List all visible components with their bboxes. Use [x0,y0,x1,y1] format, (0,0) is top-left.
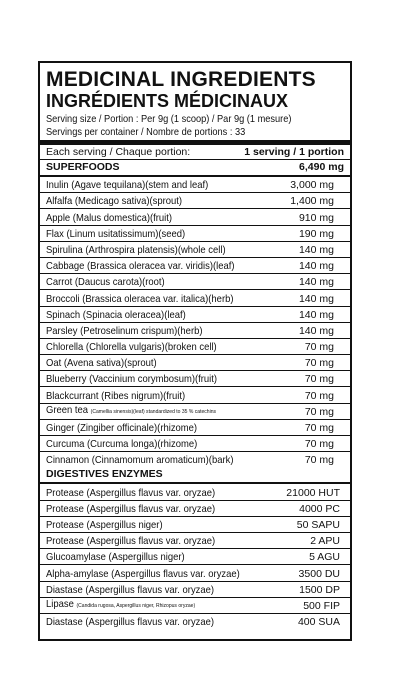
enzymes-label: DIGESTIVES ENZYMES [46,468,163,481]
ingredient-row [40,177,350,193]
ingredient-name: Chlorella (Chlorella vulgaris)(broken cell) [46,341,217,354]
ingredient-row [40,355,350,371]
ingredient-name: Alfalfa (Medicago sativa)(sprout) [46,195,183,208]
superfoods-label: SUPERFOODS [46,161,120,173]
ingredient-amount: 70 mg [304,438,334,451]
ingredient-amount: 140 mg [298,260,334,273]
ingredient-name: Glucoamylase (Aspergillus niger) [46,551,185,564]
ingredient-name: Blackcurrant (Ribes nigrum)(fruit) [46,389,186,402]
ingredient-amount: 70 mg [304,357,334,370]
ingredient-name: Ginger (Zingiber officinale)(rhizome) [46,422,198,434]
ingredient-row [40,420,350,436]
ingredient-name: Protease (Aspergillus flavus var. oryzae) [46,502,216,515]
ingredient-amount: 400 SUA [297,616,340,629]
each-serving-label: Each serving / Chaque portion: [46,146,191,158]
ingredient-amount: 1500 DP [299,583,340,596]
ingredient-amount: 4000 PC [299,502,340,515]
superfoods-header [40,160,350,177]
ingredient-name: Inulin (Agave tequilana)(stem and leaf) [46,179,209,192]
ingredient-row [40,226,350,242]
ingredient-amount: 140 mg [298,324,334,337]
ingredient-amount: 70 mg [304,422,334,434]
ingredient-amount: 5 AGU [309,551,340,564]
ingredient-row [40,598,350,614]
ingredient-row [40,565,350,581]
enzymes-header [40,467,350,484]
serving-header: 1 serving / 1 portion [244,146,344,158]
ingredient-amount: 70 mg [304,454,334,467]
ingredient-amount: 1,400 mg [290,195,334,208]
ingredient-row [40,582,350,598]
ingredient-name: Diastase (Aspergillus flavus var. oryzae) [46,583,215,596]
ingredient-name: Cinnamon (Cinnamomum aromaticum)(bark) [46,454,234,467]
ingredient-name: Diastase (Aspergillus flavus var. oryzae) [46,616,215,629]
ingredient-name: Cabbage (Brassica oleracea var. viridis)(leaf) [46,260,235,273]
ingredient-row [40,452,350,467]
ingredient-row [40,436,350,452]
ingredient-row [40,323,350,339]
enzymes-list [46,484,344,629]
ingredient-amount: 70 mg [304,373,334,386]
ingredient-name: Carrot (Daucus carota)(root) [46,276,165,289]
ingredient-name: Alpha-amylase (Aspergillus flavus var. oryzae) [46,567,240,580]
ingredient-amount: 140 mg [298,276,334,289]
ingredient-row [40,209,350,225]
ingredient-name: Curcuma (Curcuma longa)(rhizome) [46,438,198,451]
ingredient-amount: 140 mg [298,243,334,256]
ingredient-name: Protease (Aspergillus niger) [46,518,163,531]
ingredient-amount: 190 mg [298,227,334,240]
ingredient-row [40,501,350,517]
ingredient-amount: 910 mg [298,211,334,224]
ingredient-row [40,371,350,387]
ingredient-row [40,484,350,500]
ingredient-row [40,387,350,403]
ingredients-panel [38,61,352,641]
ingredient-name: Parsley (Petroselinum crispum)(herb) [46,324,203,337]
ingredient-amount: 70 mg [304,405,334,418]
ingredient-amount: 3500 DU [298,567,340,580]
ingredient-row [40,339,350,355]
ingredient-row [40,307,350,323]
ingredient-row [40,614,350,629]
ingredient-amount: 500 FIP [303,599,340,612]
ingredient-amount: 70 mg [304,389,334,402]
ingredient-row [40,533,350,549]
ingredient-detail: (Camellia sinensis)(leaf) standardized to 35 % catechins [90,408,217,415]
ingredient-row [40,290,350,306]
ingredient-name: Spinach (Spinacia oleracea)(leaf) [46,308,186,321]
ingredient-name: Apple (Malus domestica)(fruit) [46,211,173,224]
ingredient-row [40,274,350,290]
ingredient-name: Green tea (Camellia sinensis)(leaf) standardized to 35 % catechins [46,403,217,416]
ingredient-row [40,517,350,533]
ingredient-detail: (Candida rugosa, Aspergillus niger, Rhizopus oryzae) [76,602,196,609]
ingredient-name: Oat (Avena sativa)(sprout) [46,357,157,370]
ingredient-amount: 21000 HUT [286,486,340,499]
ingredient-row [40,258,350,274]
ingredient-name: Protease (Aspergillus flavus var. oryzae) [46,486,216,499]
title-english: MEDICINAL INGREDIENTS [46,68,316,91]
ingredient-amount: 3,000 mg [290,179,334,192]
ingredient-amount: 50 SAPU [296,518,340,531]
ingredient-row [40,404,350,420]
servings-per-container: Servings per container / Nombre de portions : 33 [46,125,246,138]
serving-header-row [40,145,350,160]
title-french: INGRÉDIENTS MÉDICINAUX [46,91,289,111]
ingredient-amount: 2 APU [310,535,340,548]
ingredient-row [40,549,350,565]
ingredient-amount: 140 mg [298,308,334,321]
ingredient-name: Protease (Aspergillus flavus var. oryzae) [46,535,216,548]
superfoods-list [46,177,344,467]
ingredient-row [40,193,350,209]
ingredient-name: Blueberry (Vaccinium corymbosum)(fruit) [46,373,218,386]
ingredient-amount: 70 mg [304,341,334,354]
ingredient-row [40,242,350,258]
superfoods-total: 6,490 mg [299,161,344,173]
ingredient-amount: 140 mg [298,292,334,305]
serving-size: Serving size / Portion : Per 9g (1 scoop) / Par 9g (1 mesure) [46,113,292,125]
ingredient-name: Lipase (Candida rugosa, Aspergillus niger, Rhizopus oryzae) [46,597,196,610]
ingredient-name: Broccoli (Brassica oleracea var. italica)(herb) [46,292,234,305]
ingredient-name: Flax (Linum usitatissimum)(seed) [46,227,186,240]
ingredient-name: Spirulina (Arthrospira platensis)(whole cell) [46,243,226,256]
